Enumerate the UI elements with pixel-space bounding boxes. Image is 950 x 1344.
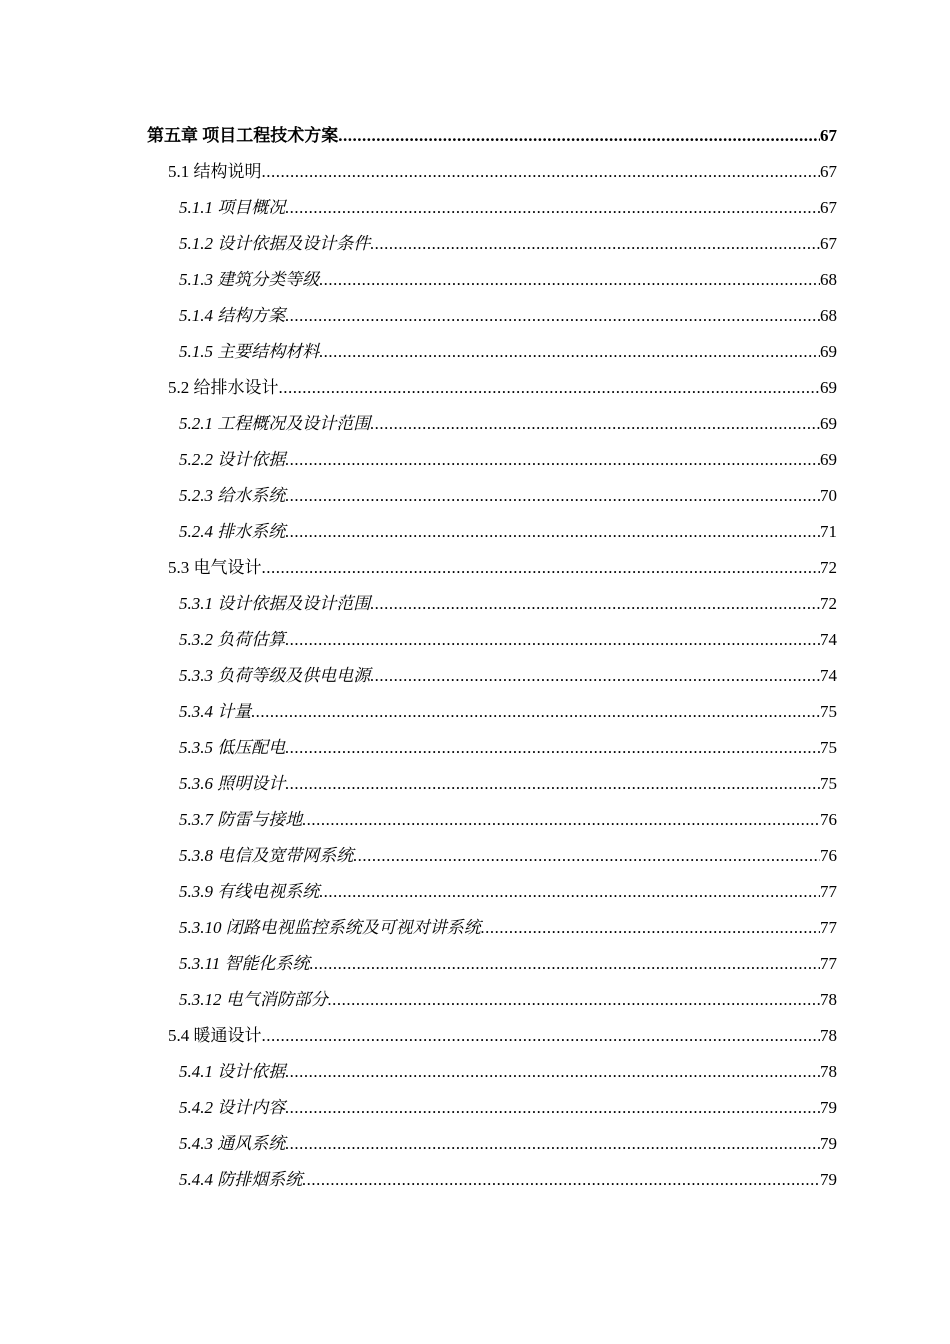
toc-entry-title: 5.3.5 低压配电 [179,738,286,757]
dot-leader [285,1126,820,1162]
toc-entry[interactable] [147,1126,837,1162]
toc-entry[interactable] [147,1162,837,1198]
toc-entry-title: 5.4.3 通风系统 [179,1134,286,1153]
dot-leader [285,190,820,226]
dot-leader [285,442,820,478]
toc-entry-title: 5.4.2 设计内容 [179,1098,286,1117]
dot-leader [319,262,820,298]
toc-entry[interactable] [147,1054,837,1090]
dot-leader [285,730,820,766]
toc-entry-title: 5.3.6 照明设计 [179,774,286,793]
dot-leader [279,370,821,406]
toc-entry-page-number: 72 [820,558,837,577]
toc-entry[interactable] [147,766,837,802]
toc-entry-page-number: 69 [820,414,837,433]
toc-entry-page-number: 67 [820,198,837,217]
toc-entry-title: 5.3.7 防雷与接地 [179,810,303,829]
toc-entry-title: 5.1.3 建筑分类等级 [179,270,320,289]
toc-entry[interactable] [147,514,837,550]
dot-leader [319,874,820,910]
toc-entry[interactable] [147,334,837,370]
toc-entry[interactable] [147,658,837,694]
toc-entry-title: 5.4.4 防排烟系统 [179,1170,303,1189]
toc-entry[interactable] [147,874,837,910]
toc-entry-page-number: 75 [820,738,837,757]
toc-entry-page-number: 69 [820,342,837,361]
toc-entry[interactable] [147,910,837,946]
toc-entry[interactable] [147,262,837,298]
toc-entry-title: 5.3.1 设计依据及设计范围 [179,594,371,613]
toc-entry-title: 5.1.5 主要结构材料 [179,342,320,361]
toc-entry[interactable] [147,622,837,658]
dot-leader [285,514,820,550]
toc-entry-page-number: 67 [820,162,837,181]
toc-entry-title: 5.3.3 负荷等级及供电电源 [179,666,371,685]
toc-entry-page-number: 74 [820,630,837,649]
toc-entry-page-number: 79 [820,1098,837,1117]
dot-leader [285,1054,820,1090]
toc-entry-title: 5.3.10 闭路电视监控系统及可视对讲系统 [179,918,481,937]
toc-entry[interactable] [147,946,837,982]
toc-entry[interactable] [147,370,837,406]
toc-entry-page-number: 77 [820,954,837,973]
toc-entry[interactable] [147,1090,837,1126]
toc-entry-title: 5.2.4 排水系统 [179,522,286,541]
toc-entry[interactable] [147,118,837,154]
table-of-contents [147,118,837,1198]
dot-leader [370,406,820,442]
toc-entry-title: 5.3.4 计量 [179,702,252,721]
dot-leader [338,118,820,154]
toc-entry[interactable] [147,406,837,442]
dot-leader [319,334,820,370]
toc-entry[interactable] [147,1018,837,1054]
toc-entry[interactable] [147,442,837,478]
toc-entry-title: 5.3.2 负荷估算 [179,630,286,649]
toc-entry-title: 5.1 结构说明 [168,162,262,181]
toc-entry[interactable] [147,802,837,838]
toc-entry-page-number: 67 [820,234,837,253]
toc-entry-page-number: 76 [820,846,837,865]
toc-entry-page-number: 68 [820,270,837,289]
toc-entry[interactable] [147,550,837,586]
dot-leader [262,154,821,190]
toc-entry[interactable] [147,982,837,1018]
dot-leader [262,550,821,586]
toc-entry-page-number: 75 [820,774,837,793]
toc-entry-title: 第五章 项目工程技术方案 [147,126,339,145]
toc-entry[interactable] [147,190,837,226]
toc-entry-page-number: 69 [820,378,837,397]
toc-entry-page-number: 78 [820,990,837,1009]
dot-leader [370,586,820,622]
dot-leader [262,1018,821,1054]
toc-entry-page-number: 78 [820,1026,837,1045]
toc-entry-page-number: 78 [820,1062,837,1081]
dot-leader [302,802,820,838]
dot-leader [481,910,820,946]
toc-entry-title: 5.1.1 项目概况 [179,198,286,217]
toc-entry-page-number: 79 [820,1134,837,1153]
dot-leader [302,1162,820,1198]
toc-entry-page-number: 79 [820,1170,837,1189]
toc-entry-title: 5.2.1 工程概况及设计范围 [179,414,371,433]
toc-entry[interactable] [147,226,837,262]
dot-leader [370,658,820,694]
dot-leader [353,838,820,874]
toc-entry-page-number: 68 [820,306,837,325]
toc-entry[interactable] [147,730,837,766]
toc-entry-title: 5.3.9 有线电视系统 [179,882,320,901]
toc-entry-title: 5.3 电气设计 [168,558,262,577]
toc-entry-page-number: 74 [820,666,837,685]
toc-entry[interactable] [147,154,837,190]
dot-leader [285,298,820,334]
toc-entry-page-number: 69 [820,450,837,469]
dot-leader [328,982,820,1018]
toc-entry-page-number: 70 [820,486,837,505]
toc-entry-title: 5.2.2 设计依据 [179,450,286,469]
toc-entry-title: 5.1.4 结构方案 [179,306,286,325]
toc-entry-page-number: 77 [820,918,837,937]
toc-entry-title: 5.3.11 智能化系统 [179,954,310,973]
toc-entry[interactable] [147,838,837,874]
toc-entry-title: 5.4.1 设计依据 [179,1062,286,1081]
toc-entry-title: 5.1.2 设计依据及设计条件 [179,234,371,253]
toc-entry-title: 5.4 暖通设计 [168,1026,262,1045]
toc-entry-page-number: 71 [820,522,837,541]
dot-leader [310,946,821,982]
toc-entry-page-number: 77 [820,882,837,901]
toc-entry[interactable] [147,478,837,514]
toc-entry-page-number: 75 [820,702,837,721]
toc-entry-title: 5.3.12 电气消防部分 [179,990,328,1009]
toc-entry[interactable] [147,298,837,334]
dot-leader [285,1090,820,1126]
dot-leader [370,226,820,262]
dot-leader [285,622,820,658]
toc-entry[interactable] [147,694,837,730]
toc-entry[interactable] [147,586,837,622]
dot-leader [285,478,820,514]
dot-leader [251,694,820,730]
toc-entry-title: 5.3.8 电信及宽带网系统 [179,846,354,865]
toc-entry-title: 5.2.3 给水系统 [179,486,286,505]
toc-entry-page-number: 76 [820,810,837,829]
toc-entry-page-number: 67 [820,126,837,145]
dot-leader [285,766,820,802]
toc-entry-page-number: 72 [820,594,837,613]
toc-entry-title: 5.2 给排水设计 [168,378,279,397]
